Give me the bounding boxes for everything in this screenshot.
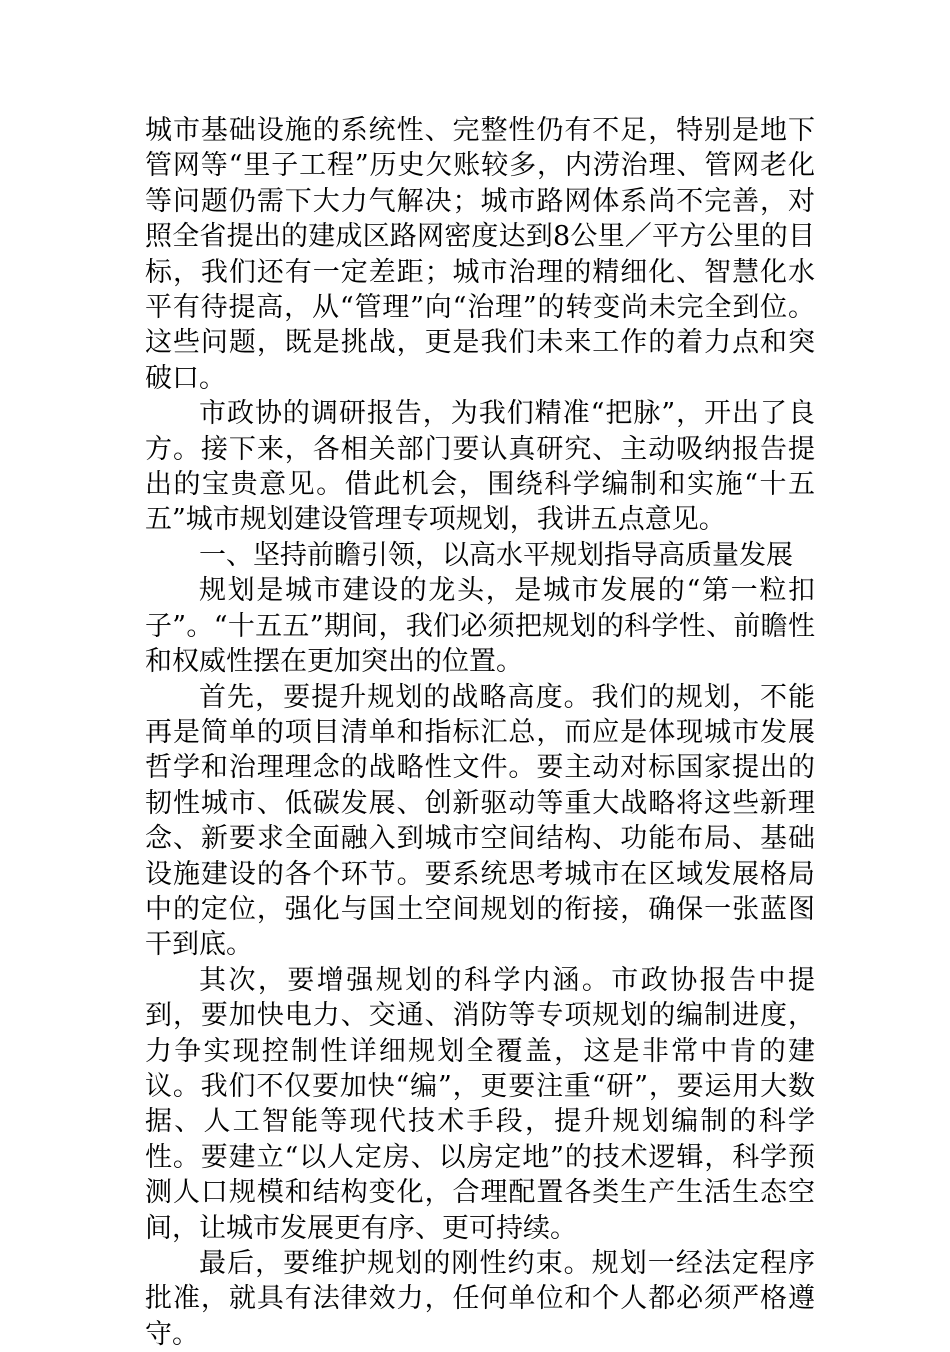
paragraph-infrastructure-shortfalls: 城市基础设施的系统性、完整性仍有不足，特别是地下管网等“里子工程”历史欠账较多，内涝治理、管网老化等问题仍需下大力气解决；城市路网体系尚不完善，对照全省提出的建成区路网密度达到8公里／平方公里的目标，我们还有一定差距；城市治理的精细化、智慧化水平有待提高，从“管理”向“治理”的转变尚未完全到位。这些问题，既是挑战，更是我们未来工作的着力点和突破口。 [145,115,815,394]
paragraph-scientific-content: 其次，要增强规划的科学内涵。市政协报告中提到，要加快电力、交通、消防等专项规划的编制进度，力争实现控制性详细规划全覆盖，这是非常中肯的建议。我们不仅要加快“编”，更要注重“研”，要运用大数据、人工智能等现代技术手段，提升规划编制的科学性。要建立“以人定房、以房定地”的技术逻辑，科学预测人口规模和结构变化，合理配置各类生产生活生态空间，让城市发展更有序、更可持续。 [145,964,815,1244]
paragraph-strategic-height: 首先，要提升规划的战略高度。我们的规划，不能再是简单的项目清单和指标汇总，而应是体现城市发展哲学和治理理念的战略性文件。要主动对标国家提出的韧性城市、低碳发展、创新驱动等重大战略将这些新理念、新要求全面融入到城市空间结构、功能布局、基础设施建设的各个环节。要系统思考城市在区域发展格局中的定位，强化与国土空间规划的衔接，确保一张蓝图干到底。 [145,681,815,961]
section-heading-one: 一、坚持前瞻引领，以高水平规划指导高质量发展 [199,539,793,571]
paragraph-rigid-constraint: 最后，要维护规划的刚性约束。规划一经法定程序批准，就具有法律效力，任何单位和个人都必须严格遵守。 [145,1248,815,1350]
document-page [145,113,815,1352]
paragraph-planning-leadership: 规划是城市建设的龙头，是城市发展的“第一粒扣子”。“十五五”期间，我们必须把规划的科学性、前瞻性和权威性摆在更加突出的位置。 [145,575,815,678]
paragraph-research-report: 市政协的调研报告，为我们精准“把脉”，开出了良方。接下来，各相关部门要认真研究、主动吸纳报告提出的宝贵意见。借此机会，围绕科学编制和实施“十五五”城市规划建设管理专项规划，我讲五点意见。 [145,398,815,536]
